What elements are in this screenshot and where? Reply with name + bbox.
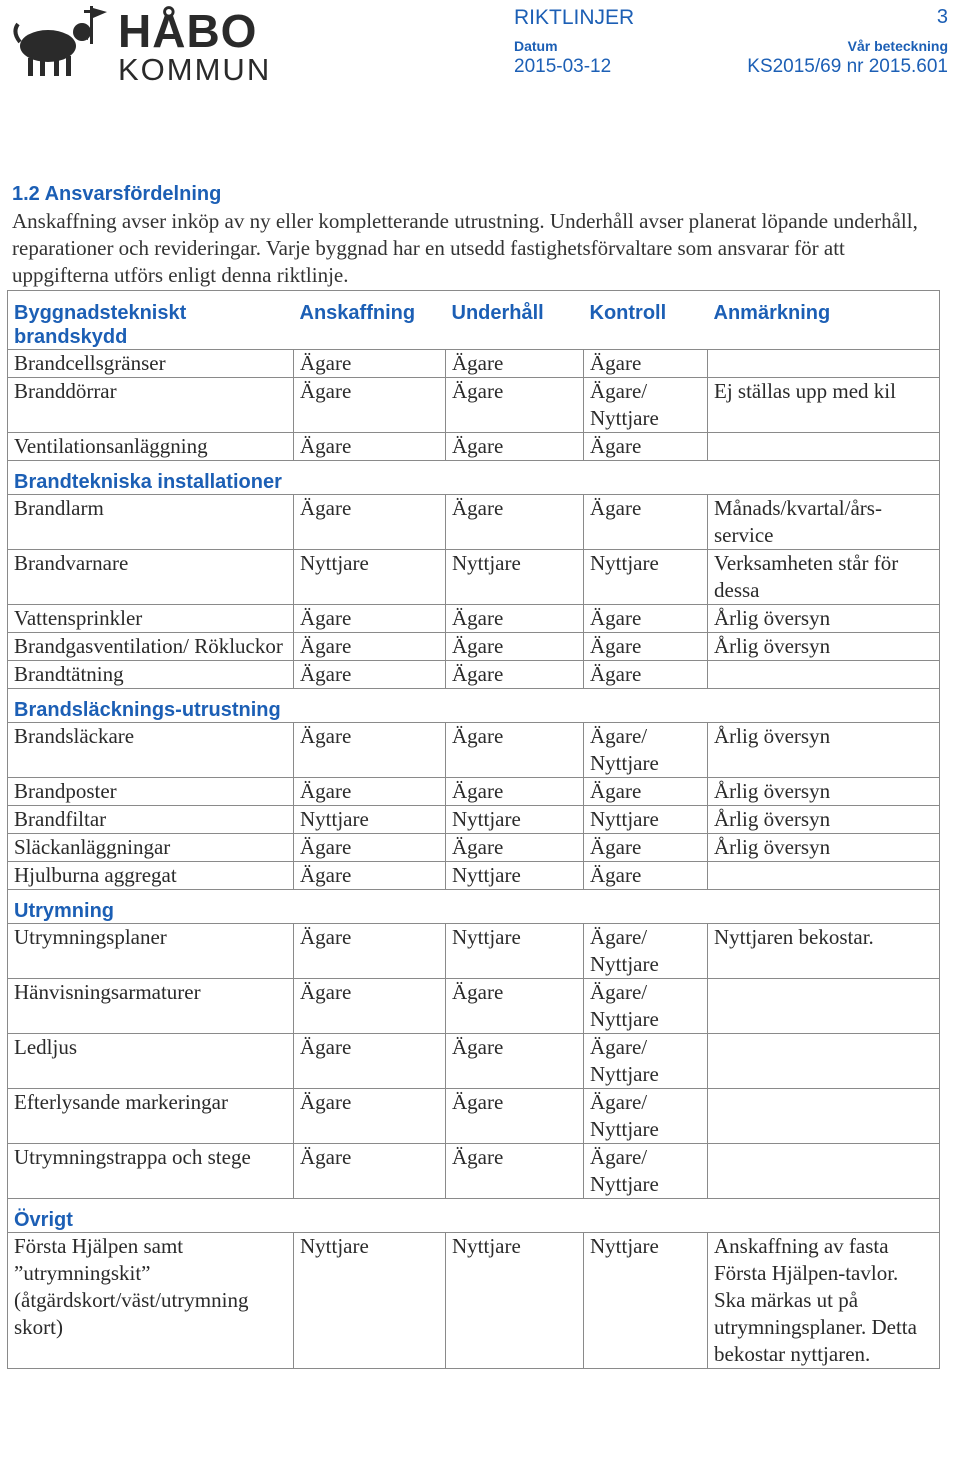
anskaffning-cell: Ägare <box>294 1034 446 1089</box>
underhall-cell: Ägare <box>446 633 584 661</box>
kontroll-cell: Ägare <box>584 495 708 550</box>
table-section-row <box>8 461 940 495</box>
item-cell: Utrymningsplaner <box>8 924 294 979</box>
column-header: Underhåll <box>446 291 584 350</box>
item-cell: Brandposter <box>8 778 294 806</box>
underhall-cell: Nyttjare <box>446 862 584 890</box>
kontroll-cell: Ägare <box>584 350 708 378</box>
kontroll-cell: Ägare/ Nyttjare <box>584 378 708 433</box>
kontroll-cell: Ägare <box>584 778 708 806</box>
anmarkning-cell: Årlig översyn <box>708 778 940 806</box>
underhall-cell: Ägare <box>446 1089 584 1144</box>
kontroll-cell: Ägare/ Nyttjare <box>584 979 708 1034</box>
item-cell: Brandvarnare <box>8 550 294 605</box>
anskaffning-cell: Nyttjare <box>294 550 446 605</box>
anmarkning-cell: Månads/kvartal/års-service <box>708 495 940 550</box>
date-label: Datum <box>514 38 558 54</box>
anmarkning-cell: Årlig översyn <box>708 834 940 862</box>
underhall-cell: Nyttjare <box>446 924 584 979</box>
table-row <box>8 433 940 461</box>
anmarkning-cell: Årlig översyn <box>708 723 940 778</box>
table-row <box>8 350 940 378</box>
lamb-emblem-icon <box>10 2 110 82</box>
item-cell: Hänvisningsarmaturer <box>8 979 294 1034</box>
kontroll-cell: Ägare/ Nyttjare <box>584 924 708 979</box>
reference-label: Vår beteckning <box>847 38 948 54</box>
anskaffning-cell: Ägare <box>294 778 446 806</box>
underhall-cell: Ägare <box>446 979 584 1034</box>
item-cell: Brandlarm <box>8 495 294 550</box>
item-cell: Efterlysande markeringar <box>8 1089 294 1144</box>
underhall-cell: Ägare <box>446 433 584 461</box>
anmarkning-cell <box>708 862 940 890</box>
item-cell: Brandsläckare <box>8 723 294 778</box>
item-cell: Ledljus <box>8 1034 294 1089</box>
table-row <box>8 1089 940 1144</box>
kontroll-cell: Ägare/ Nyttjare <box>584 1144 708 1199</box>
anskaffning-cell: Ägare <box>294 661 446 689</box>
anskaffning-cell: Nyttjare <box>294 806 446 834</box>
underhall-cell: Ägare <box>446 495 584 550</box>
item-cell: Första Hjälpen samt ”utrymningskit” (åtgärdskort/väst/utrymning skort) <box>8 1233 294 1369</box>
table-body <box>8 291 940 1369</box>
anmarkning-cell: Årlig översyn <box>708 633 940 661</box>
table-header-row <box>8 291 940 350</box>
habo-kommun-logo <box>10 2 272 87</box>
anmarkning-cell: Anskaffning av fasta Första Hjälpen-tavlor. Ska märkas ut på utrymningsplaner. Detta bekostar nyttjaren. <box>708 1233 940 1369</box>
anmarkning-cell: Nyttjaren bekostar. <box>708 924 940 979</box>
table-row <box>8 661 940 689</box>
item-cell: Vattensprinkler <box>8 605 294 633</box>
anskaffning-cell: Ägare <box>294 433 446 461</box>
kontroll-cell: Ägare <box>584 862 708 890</box>
anskaffning-cell: Ägare <box>294 350 446 378</box>
anskaffning-cell: Ägare <box>294 633 446 661</box>
anmarkning-cell <box>708 1034 940 1089</box>
table-section-title: Utrymning <box>8 890 940 924</box>
anmarkning-cell <box>708 1089 940 1144</box>
underhall-cell: Ägare <box>446 661 584 689</box>
anmarkning-cell: Årlig översyn <box>708 605 940 633</box>
table-row <box>8 806 940 834</box>
table-row <box>8 1034 940 1089</box>
kontroll-cell: Ägare/ Nyttjare <box>584 723 708 778</box>
kontroll-cell: Ägare <box>584 605 708 633</box>
column-header: Byggnadstekniskt brandskydd <box>8 291 294 350</box>
item-cell: Brandgasventilation/ Rökluckor <box>8 633 294 661</box>
table-row <box>8 633 940 661</box>
anskaffning-cell: Ägare <box>294 862 446 890</box>
anskaffning-cell: Ägare <box>294 979 446 1034</box>
section-heading: 1.2 Ansvarsfördelning <box>12 183 222 205</box>
anskaffning-cell: Nyttjare <box>294 1233 446 1369</box>
table-section-title: Brandsläcknings-utrustning <box>8 689 940 723</box>
underhall-cell: Ägare <box>446 1144 584 1199</box>
anmarkning-cell <box>708 1144 940 1199</box>
responsibility-table <box>7 290 940 1369</box>
item-cell: Hjulburna aggregat <box>8 862 294 890</box>
item-cell: Brandtätning <box>8 661 294 689</box>
item-cell: Släckanläggningar <box>8 834 294 862</box>
intro-paragraph: Anskaffning avser inköp av ny eller kompletterande utrustning. Underhåll avser planerat löpande underhåll, reparationer och revideringar. Varje byggnad har en utsedd fastighetsförvaltare som ansvarar för att uppgifterna utförs enligt denna riktlinje. <box>12 209 918 287</box>
underhall-cell: Ägare <box>446 378 584 433</box>
kontroll-cell: Nyttjare <box>584 550 708 605</box>
table-row <box>8 862 940 890</box>
anmarkning-cell <box>708 979 940 1034</box>
anskaffning-cell: Ägare <box>294 1144 446 1199</box>
table-row <box>8 979 940 1034</box>
date-value: 2015-03-12 <box>514 56 612 77</box>
table-row <box>8 1144 940 1199</box>
anmarkning-cell <box>708 350 940 378</box>
item-cell: Branddörrar <box>8 378 294 433</box>
anskaffning-cell: Ägare <box>294 834 446 862</box>
anmarkning-cell: Verksamheten står för dessa <box>708 550 940 605</box>
underhall-cell: Ägare <box>446 834 584 862</box>
kontroll-cell: Ägare/ Nyttjare <box>584 1034 708 1089</box>
kontroll-cell: Ägare <box>584 633 708 661</box>
logo-text-habo: HÅBO <box>118 5 258 57</box>
page-number: 3 <box>936 6 948 28</box>
kontroll-cell: Ägare/ Nyttjare <box>584 1089 708 1144</box>
anskaffning-cell: Ägare <box>294 723 446 778</box>
table-section-title: Brandtekniska installationer <box>8 461 940 495</box>
table-section-row <box>8 890 940 924</box>
column-header: Kontroll <box>584 291 708 350</box>
kontroll-cell: Nyttjare <box>584 1233 708 1369</box>
anskaffning-cell: Ägare <box>294 378 446 433</box>
reference-value: KS2015/69 nr 2015.601 <box>747 56 948 77</box>
table-row <box>8 378 940 433</box>
kontroll-cell: Nyttjare <box>584 806 708 834</box>
table-row <box>8 495 940 550</box>
anmarkning-cell: Ej ställas upp med kil <box>708 378 940 433</box>
item-cell: Brandfiltar <box>8 806 294 834</box>
table-row <box>8 778 940 806</box>
anskaffning-cell: Ägare <box>294 495 446 550</box>
underhall-cell: Ägare <box>446 1034 584 1089</box>
underhall-cell: Ägare <box>446 723 584 778</box>
table-row <box>8 924 940 979</box>
underhall-cell: Nyttjare <box>446 806 584 834</box>
anmarkning-cell: Årlig översyn <box>708 806 940 834</box>
underhall-cell: Nyttjare <box>446 550 584 605</box>
kontroll-cell: Ägare <box>584 834 708 862</box>
column-header: Anskaffning <box>294 291 446 350</box>
table-row <box>8 550 940 605</box>
logo-text-kommun: KOMMUN <box>118 52 272 87</box>
anmarkning-cell <box>708 433 940 461</box>
table-section-row <box>8 689 940 723</box>
anskaffning-cell: Ägare <box>294 605 446 633</box>
underhall-cell: Ägare <box>446 605 584 633</box>
item-cell: Brandcellsgränser <box>8 350 294 378</box>
anskaffning-cell: Ägare <box>294 1089 446 1144</box>
table-row <box>8 723 940 778</box>
table-row <box>8 834 940 862</box>
item-cell: Utrymningstrappa och stege <box>8 1144 294 1199</box>
underhall-cell: Ägare <box>446 778 584 806</box>
anskaffning-cell: Ägare <box>294 924 446 979</box>
item-cell: Ventilationsanläggning <box>8 433 294 461</box>
table-row <box>8 1233 940 1369</box>
kontroll-cell: Ägare <box>584 661 708 689</box>
underhall-cell: Nyttjare <box>446 1233 584 1369</box>
table-row <box>8 605 940 633</box>
kontroll-cell: Ägare <box>584 433 708 461</box>
column-header: Anmärkning <box>708 291 940 350</box>
table-section-title: Övrigt <box>8 1199 940 1233</box>
table-section-row <box>8 1199 940 1233</box>
anmarkning-cell <box>708 661 940 689</box>
underhall-cell: Ägare <box>446 350 584 378</box>
document-type: RIKTLINJER <box>514 6 635 29</box>
